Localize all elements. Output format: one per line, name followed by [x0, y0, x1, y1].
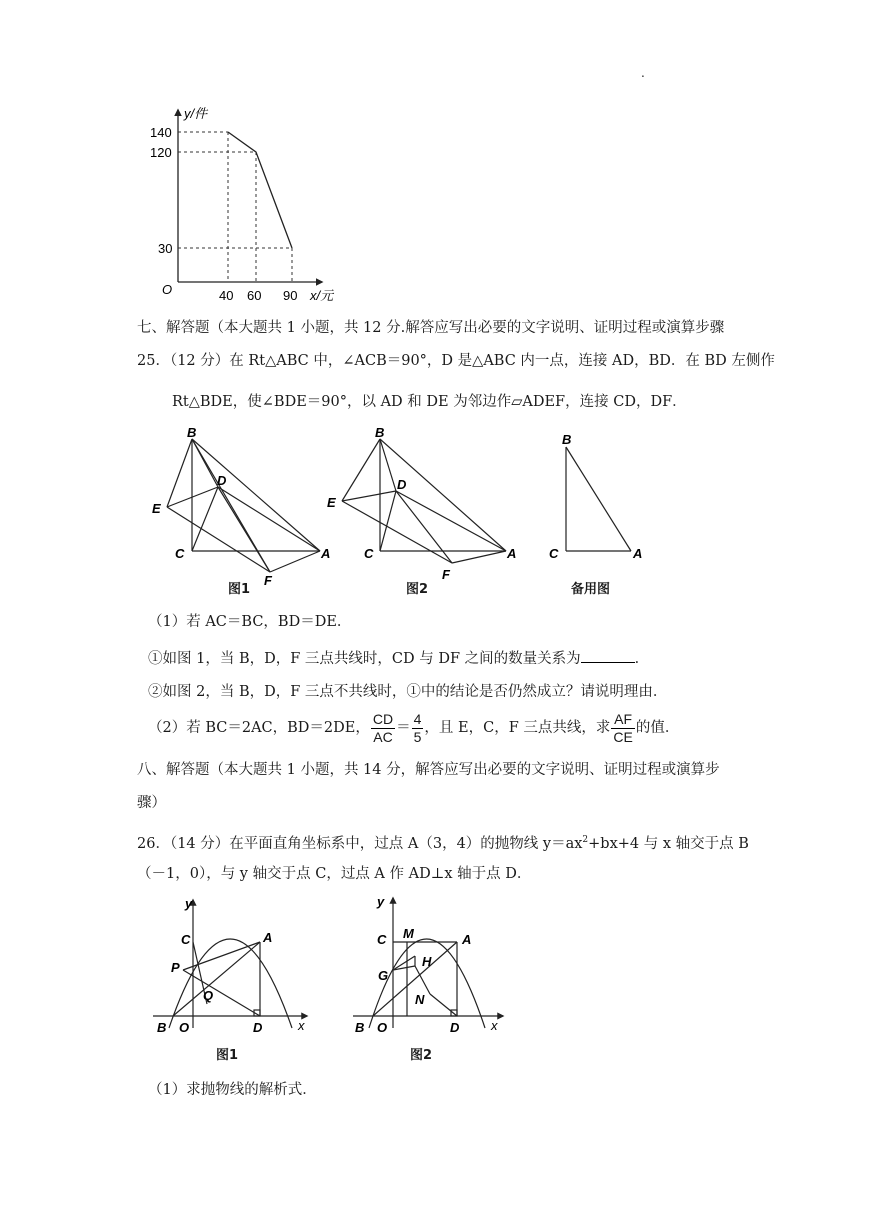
q25-part2-text-b: ，且 E，C，F 三点共线，求: [424, 720, 611, 736]
q26-fig2-caption: 图2: [410, 1048, 433, 1063]
q25-fig2-caption: 图2: [406, 582, 429, 597]
label-C: C: [175, 546, 185, 561]
price-quantity-graph: [150, 100, 350, 305]
label-y: y: [185, 896, 193, 911]
fraction-numerator: AF: [611, 711, 634, 729]
y-tick-120: 120: [150, 145, 172, 160]
label-G: G: [378, 968, 389, 983]
origin-label: O: [162, 282, 173, 297]
graph-line: [228, 132, 292, 248]
label-y: y: [377, 894, 385, 909]
label-C: C: [364, 546, 374, 561]
q26-figure-1: [145, 890, 320, 1050]
exponent: 2: [582, 835, 589, 845]
label-O: O: [179, 1020, 190, 1035]
q25-part2: [148, 709, 679, 747]
label-F: F: [264, 573, 272, 588]
q25-fig3-caption: 备用图: [571, 582, 611, 597]
q25-fig1-caption: 图1: [228, 582, 251, 597]
page-mark: .: [641, 66, 645, 80]
section-8-heading-line2: 骤）: [137, 795, 166, 811]
equals-sign: ＝: [396, 720, 411, 736]
q25-part2-text-c: 的值．: [635, 720, 680, 736]
label-H: H: [422, 954, 432, 969]
x-axis-label: x/元: [310, 288, 334, 303]
label-A: A: [633, 546, 643, 561]
label-x: x: [298, 1018, 305, 1033]
label-D: D: [253, 1020, 263, 1035]
fraction-denominator: AC: [373, 728, 393, 745]
label-B: B: [187, 425, 197, 440]
dashed-guides: [178, 132, 292, 282]
label-E: E: [327, 495, 336, 510]
q25-figure-2: [320, 425, 530, 600]
q25-part1-q1: [148, 648, 649, 669]
label-N: N: [415, 992, 425, 1007]
label-C: C: [549, 546, 559, 561]
q25-part1-q1-text: ①如图 1，当 B，D，F 三点共线时，CD 与 DF 之间的数量关系为: [148, 651, 581, 667]
q26-fig1-caption: 图1: [216, 1048, 239, 1063]
label-B: B: [375, 425, 385, 440]
label-E: E: [152, 501, 161, 516]
q26-line1: [137, 830, 749, 854]
q26-line2: （－1，0），与 y 轴交于点 C，过点 A 作 AD⊥x 轴于点 D．: [137, 866, 532, 882]
label-F: F: [442, 567, 450, 582]
q25-part1-q2: ②如图 2，当 B，D，F 三点不共线时，①中的结论是否仍然成立？请说明理由．: [148, 684, 668, 700]
label-x: x: [491, 1018, 498, 1033]
y-tick-140: 140: [150, 125, 172, 140]
q25-part2-text-a: （2）若 BC＝2AC，BD＝2DE，: [148, 720, 370, 736]
y-axis-label: y/件: [184, 106, 208, 121]
label-B: B: [157, 1020, 167, 1035]
x-tick-40: 40: [219, 288, 234, 303]
answer-blank: [581, 648, 635, 663]
fraction-cd-ac: [371, 711, 395, 746]
fraction-af-ce: [611, 711, 634, 746]
fraction-numerator: CD: [372, 710, 394, 727]
section-8-heading-line1: 八、解答题（本大题共 1 小题，共 14 分，解答应写出必要的文字说明、证明过程或演算步: [137, 762, 720, 778]
x-tick-90: 90: [283, 288, 298, 303]
label-A: A: [462, 932, 472, 947]
q26-figure-2: [345, 890, 520, 1050]
q26-part1: （1）求抛物线的解析式．: [148, 1082, 317, 1098]
section-7-heading: 七、解答题（本大题共 1 小题，共 12 分.解答应写出必要的文字说明、证明过程或演算步骤: [137, 320, 725, 336]
label-C: C: [181, 932, 191, 947]
y-tick-30: 30: [158, 241, 173, 256]
label-Q: Q: [203, 988, 214, 1003]
label-P: P: [171, 960, 180, 975]
x-tick-60: 60: [247, 288, 262, 303]
fraction-denominator: CE: [613, 728, 633, 745]
label-D: D: [217, 473, 227, 488]
label-A: A: [321, 546, 331, 561]
q25-line1: 25．（12 分）在 Rt△ABC 中，∠ACB＝90°，D 是△ABC 内一点，连接 AD，BD．在 BD 左侧作: [137, 353, 775, 369]
q25-spare-figure: [545, 425, 655, 575]
label-D: D: [397, 477, 407, 492]
q25-line2: Rt△BDE，使∠BDE＝90°，以 AD 和 DE 为邻边作▱ADEF，连接 CD，DF．: [172, 394, 687, 410]
label-O: O: [377, 1020, 388, 1035]
q26-line1-text-a: 26．（14 分）在平面直角坐标系中，过点 A（3，4）的抛物线 y＝ax: [137, 835, 583, 852]
q25-part1: （1）若 AC＝BC，BD＝DE．: [148, 614, 352, 630]
q26-line1-text-b: +bx+4 与 x 轴交于点 B: [588, 835, 749, 852]
fraction-numerator: 4: [413, 710, 422, 727]
label-D: D: [450, 1020, 460, 1035]
label-C: C: [377, 932, 387, 947]
label-B: B: [562, 432, 572, 447]
fraction-4-5: [412, 711, 424, 746]
label-A: A: [263, 930, 273, 945]
fraction-denominator: 5: [413, 728, 422, 745]
label-B: B: [355, 1020, 365, 1035]
q25-part1-q1-end: ．: [634, 651, 650, 667]
q25-figure-1: [145, 425, 345, 600]
label-M: M: [403, 926, 414, 941]
label-A: A: [507, 546, 517, 561]
